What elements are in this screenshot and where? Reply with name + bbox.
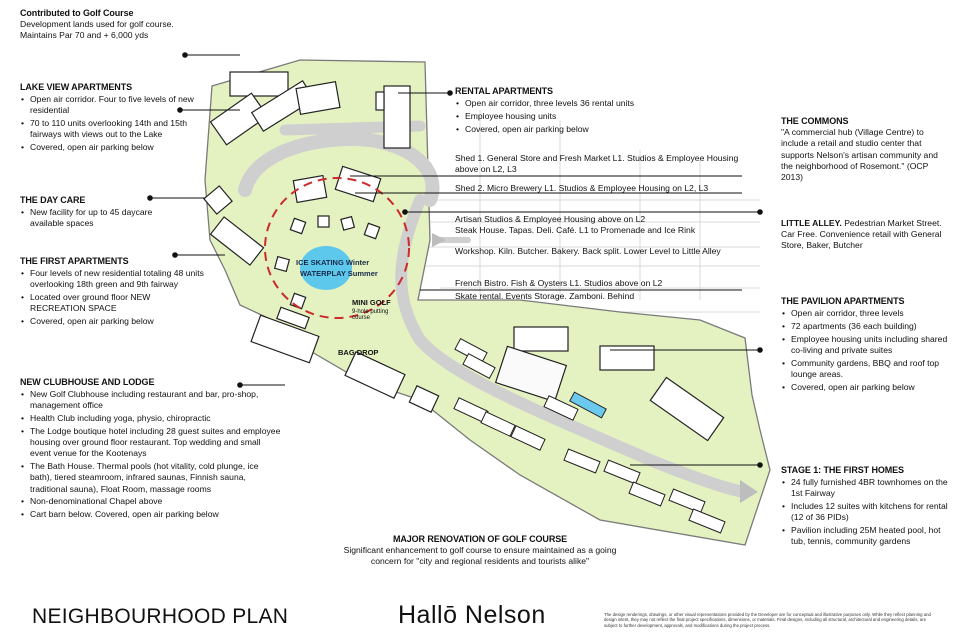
- daycare-item: • New facility for up to 45 daycare available spaces: [20, 207, 180, 229]
- stage1-item: • Includes 12 suites with kitchens for rental (12 of 36 PIDs): [781, 501, 953, 523]
- renovation-heading: MAJOR RENOVATION OF GOLF COURSE: [392, 534, 568, 544]
- shed-1-note: [455, 153, 745, 175]
- steakhouse-text: Steak House. Tapas. Deli. Café. L1 to Promenade and Ice Rink: [455, 225, 696, 236]
- golf-note: [20, 8, 210, 42]
- lakeview-item: • 70 to 110 units overlooking 14th and 15th fairways with views out to the Lake: [20, 118, 206, 140]
- minigolf-label: MINI GOLF: [352, 298, 391, 307]
- renovation-body: Significant enhancement to golf course to ensure maintained as a going concern for "city and regional residents and tourists alike": [343, 545, 617, 567]
- daycare-note: [20, 195, 180, 231]
- rental-item: • Covered, open air parking below: [455, 124, 670, 135]
- pavilion-item: • Covered, open air parking below: [781, 382, 953, 393]
- clubhouse-item: • The Lodge boutique hotel including 28 guest suites and employee housing over ground floor restaurant. Top wedding and small event venue for the Kootenays: [20, 426, 282, 460]
- minigolf-sub-label: 9-hole putting course: [352, 309, 389, 321]
- commons-body: "A commercial hub (Village Centre) to include a retail and studio center that supports Nelson's artisan community and the neighborhood of Rosemont." (OCP 2013): [781, 127, 938, 183]
- stage1-item: • Pavilion including 25M heated pool, hot tub, tennis, community gardens: [781, 525, 953, 547]
- bistro-text: French Bistro. Fish & Oysters L1. Studios above on L2: [455, 278, 663, 288]
- little-alley-note: [781, 218, 951, 252]
- shed-2-note: [455, 183, 745, 194]
- waterplay-label: WATERPLAY Summer: [300, 269, 378, 278]
- artisan-text: Artisan Studios & Employee Housing above on L2: [455, 214, 646, 224]
- pavilion-item: • Employee housing units including shared co-living and private suites: [781, 334, 953, 356]
- skate-rental-text: Skate rental. Events Storage. Zamboni. Behind: [455, 291, 635, 302]
- clubhouse-item: • The Bath House. Thermal pools (hot vitality, cold plunge, ice bath), tiered steamroom, infrared saunas, Finnish sauna, traditional sauna), Float Room, massage rooms: [20, 461, 282, 495]
- first-apartments-item: • Located over ground floor NEW RECREATION SPACE: [20, 292, 206, 314]
- brand-logo: Hallō Nelson: [398, 601, 546, 629]
- little-alley-text: [781, 218, 951, 252]
- little-alley-body: Pedestrian Market Street. Car Free. Convenience retail with General Store, Baker, Butcher: [781, 218, 942, 251]
- first-apartments-item: • Four levels of new residential totaling 48 units overlooking 18th green and 9th fairway: [20, 268, 206, 290]
- first-apartments-item: • Covered, open air parking below: [20, 316, 206, 327]
- golf-line: Development lands used for golf course.: [20, 19, 174, 30]
- clubhouse-heading: NEW CLUBHOUSE AND LODGE: [20, 377, 155, 387]
- stage1-note: [781, 465, 953, 549]
- rental-item: • Open air corridor, three levels 36 rental units: [455, 98, 670, 109]
- road-arrow: [432, 233, 446, 247]
- pavilion-item: • 72 apartments (36 each building): [781, 321, 953, 332]
- clubhouse-item: • Cart barn below. Covered, open air parking below: [20, 509, 282, 520]
- clubhouse-item: • Health Club including yoga, physio, chiropractic: [20, 413, 282, 424]
- disclaimer: The design renderings, drawings, or other visual representations provided by the Developer are for conceptual and illustrative purposes only. While they reflect planning and design intent, they may not reflect the final project specifications, dimensions, or materials. Final designs, including all structural, architectural and engineering details, are subject to further development, approvals, and modifications during the project process.: [604, 612, 931, 628]
- pavilion-note: [781, 296, 953, 395]
- workshop-note: [455, 246, 755, 257]
- artisan-note: [455, 214, 750, 236]
- clubhouse-item: • New Golf Clubhouse including restaurant and bar, pro-shop, management office: [20, 389, 282, 411]
- lakeview-heading: LAKE VIEW APARTMENTS: [20, 82, 132, 92]
- daycare-heading: THE DAY CARE: [20, 195, 86, 205]
- commons-heading: THE COMMONS: [781, 116, 849, 126]
- first-apartments-note: [20, 256, 206, 329]
- lakeview-item: • Open air corridor. Four to five levels of new residential: [20, 94, 206, 116]
- stage1-item: • 24 fully furnished 4BR townhomes on the 1st Fairway: [781, 477, 953, 499]
- pond: [300, 246, 352, 290]
- commons-note: [781, 116, 951, 183]
- golf-line: Maintains Par 70 and + 6,000 yds: [20, 30, 149, 41]
- first-apartments-heading: THE FIRST APARTMENTS: [20, 256, 129, 266]
- renovation-note: [330, 534, 630, 568]
- bistro-note: [455, 278, 745, 302]
- pavilion-heading: THE PAVILION APARTMENTS: [781, 296, 905, 306]
- clubhouse-item: • Non-denominational Chapel above: [20, 496, 282, 507]
- stage1-heading: STAGE 1: THE FIRST HOMES: [781, 465, 904, 475]
- plan-title: NEIGHBOURHOOD PLAN: [32, 605, 289, 628]
- lakeview-note: [20, 82, 206, 155]
- rental-note: [455, 86, 670, 137]
- pavilion-item: • Community gardens, BBQ and roof top lounge areas.: [781, 358, 953, 380]
- ice-skating-label: ICE SKATING Winter: [296, 258, 370, 267]
- golf-heading: Contributed to Golf Course: [20, 8, 134, 18]
- shed-1-text: Shed 1. General Store and Fresh Market L1. Studios & Employee Housing above on L2, L3: [455, 153, 739, 175]
- little-alley-heading: LITTLE ALLEY.: [781, 218, 842, 228]
- rental-item: • Employee housing units: [455, 111, 670, 122]
- pavilion-item: • Open air corridor, three levels: [781, 308, 953, 319]
- bag-drop-label: BAG DROP: [338, 348, 379, 357]
- clubhouse-note: [20, 377, 282, 522]
- rental-heading: RENTAL APARTMENTS: [455, 86, 553, 96]
- shed-2-text: Shed 2. Micro Brewery L1. Studios & Employee Housing on L2, L3: [455, 183, 709, 193]
- workshop-text: Workshop. Kiln. Butcher. Bakery. Back split. Lower Level to Little Alley: [455, 246, 721, 256]
- lakeview-item: • Covered, open air parking below: [20, 142, 206, 153]
